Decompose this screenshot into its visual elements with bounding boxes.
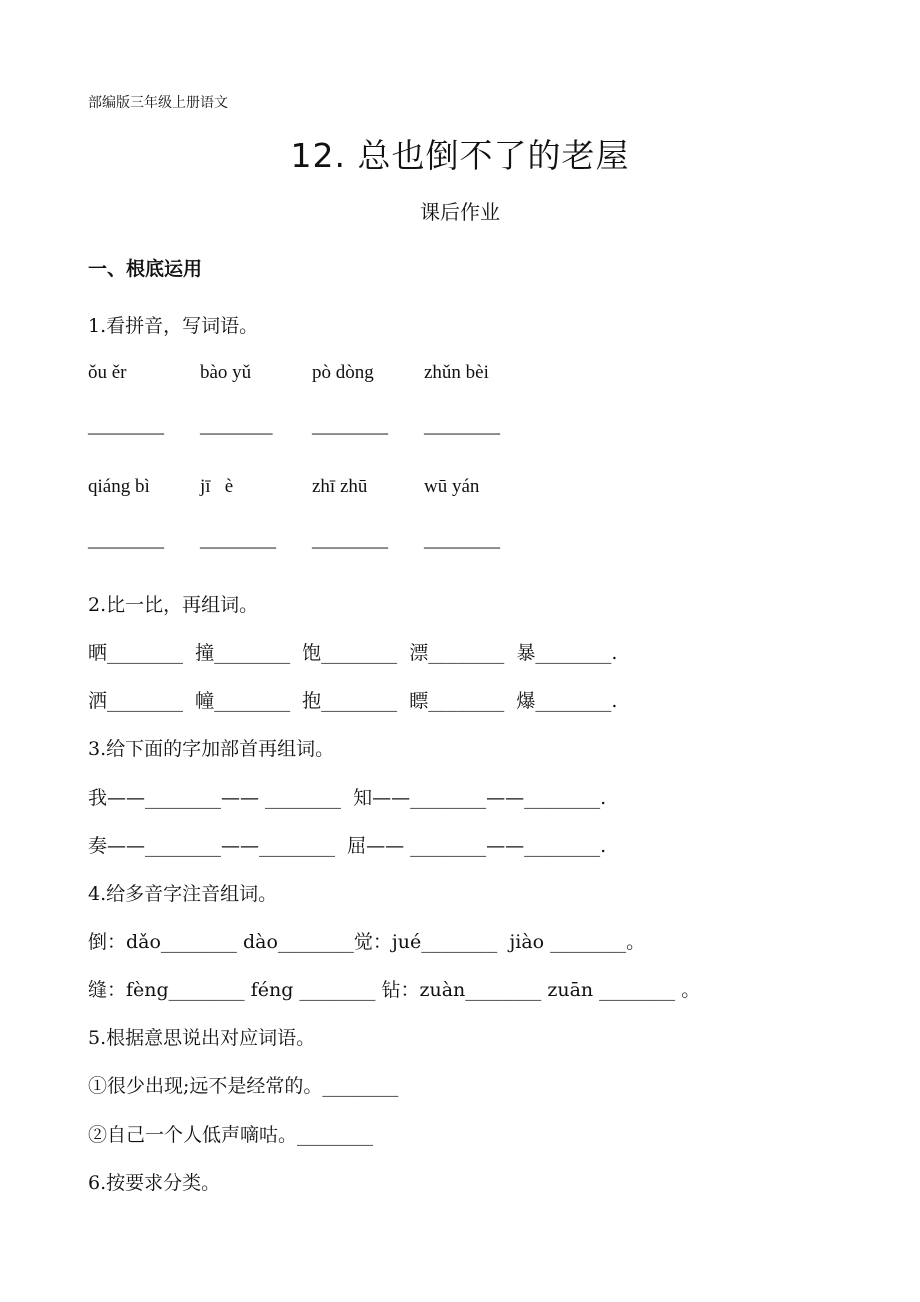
question-2-prompt: 2.比一比，再组词。 [88, 594, 259, 616]
pinyin-item: pò dòng [312, 362, 374, 383]
answer-blank: ________ [200, 530, 276, 551]
question-4-line-1: 倒：dǎo________ dào________觉：jué________ jiào ________。 [88, 931, 646, 953]
question-5-item-1: ①很少出现;远不是经常的。________ [88, 1075, 399, 1097]
pinyin-item: bào yǔ [200, 362, 252, 383]
question-6-prompt: 6.按要求分类。 [88, 1172, 221, 1194]
pinyin-item: qiáng bì [88, 476, 150, 497]
answer-blank: ________ [88, 416, 164, 437]
question-3-line-1: 我——________—— ________ 知——________——________. [88, 787, 607, 809]
question-3-prompt: 3.给下面的字加部首再组词。 [88, 738, 335, 760]
pinyin-item: zhī zhū [312, 476, 368, 497]
pinyin-item: ǒu ěr [88, 362, 127, 383]
answer-blank: ________ [88, 530, 164, 551]
document-header: 部编版三年级上册语文 [88, 95, 228, 111]
question-5-item-2: ②自己一个人低声嘀咕。________ [88, 1124, 374, 1146]
page-subtitle: 课后作业 [420, 200, 500, 224]
question-4-line-2: 缝：fèng________ féng ________ 钻：zuàn________ zuān ________ 。 [88, 979, 701, 1001]
question-3-line-2: 奏——________——________ 屈—— ________——________. [88, 835, 607, 857]
page-title: 12. 总也倒不了的老屋 [290, 136, 630, 175]
question-2-line-2: 洒________ 幢________ 抱________ 瞟________ 爆________. [88, 690, 618, 712]
answer-blank: ________ [200, 416, 272, 437]
pinyin-item: wū yán [424, 476, 480, 497]
answer-blank: ________ [312, 416, 388, 437]
pinyin-item: jī è [200, 476, 234, 497]
section-heading: 一、根底运用 [88, 258, 203, 280]
question-5-prompt: 5.根据意思说出对应词语。 [88, 1027, 316, 1049]
question-2-line-1: 晒________ 撞________ 饱________ 漂________ 暴________. [88, 642, 618, 664]
answer-blank: ________ [312, 530, 388, 551]
question-4-prompt: 4.给多音字注音组词。 [88, 883, 278, 905]
pinyin-item: zhǔn bèi [424, 362, 489, 383]
answer-blank: ________ [424, 530, 500, 551]
question-1-prompt: 1.看拼音，写词语。 [88, 315, 259, 337]
answer-blank: ________ [424, 416, 500, 437]
